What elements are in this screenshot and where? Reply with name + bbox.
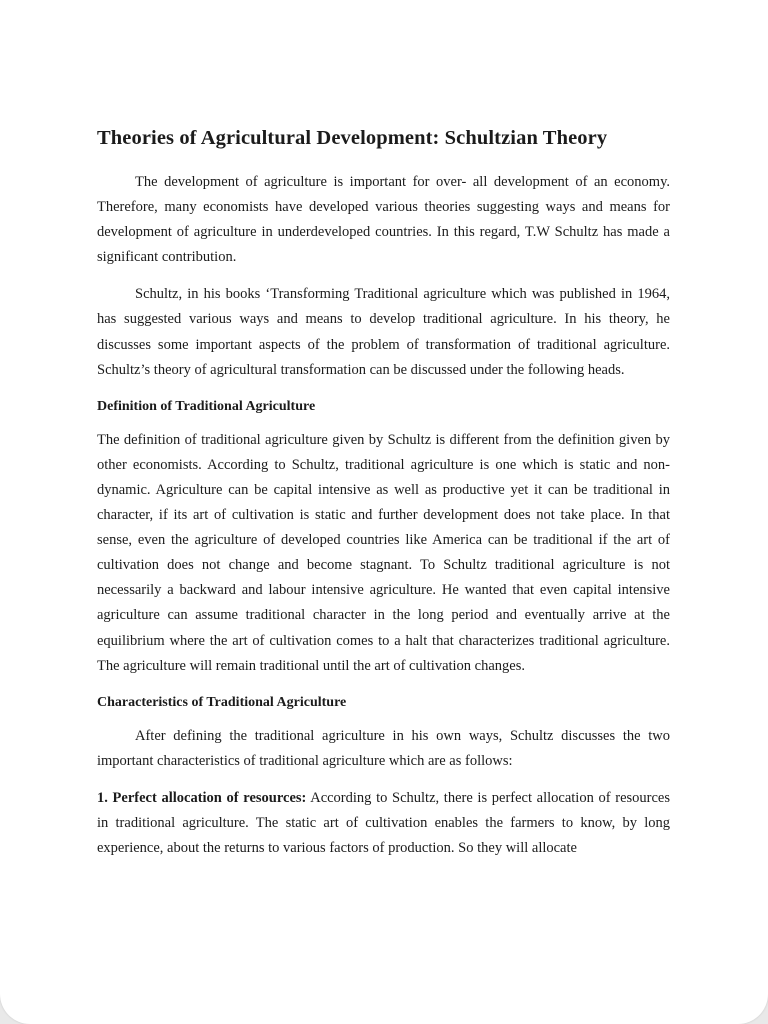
point-1-text: According to Schultz, there is perfect allocation of resources in traditional agriculture. The static art of cultivation enables the farmers to know, by long experience, about the returns to various factors of production. So they will allocate [97, 789, 670, 857]
point-perfect-allocation [97, 786, 670, 861]
intro-paragraph-2: Schultz, in his books ‘Transforming Traditional agriculture which was published in 1964, has suggested various ways and means to develop traditional agriculture. In his theory, he discusses some important aspects of the problem of transformation of traditional agriculture. Schultz’s theory of agricultural transformation can be discussed under the following heads. [97, 286, 670, 378]
characteristics-paragraph: After defining the traditional agriculture in his own ways, Schultz discusses the two important characteristics of traditional agriculture which are as follows: [97, 727, 670, 769]
point-1-lead: 1. Perfect allocation of resources: [97, 789, 307, 806]
section-heading-definition: Definition of Traditional Agriculture [97, 398, 316, 414]
definition-paragraph: The definition of traditional agriculture given by Schultz is different from the definition given by other economists. According to Schultz, traditional agriculture is one which is static and non-dynamic. Agriculture can be capital intensive as well as productive yet it can be traditional in character, if its art of cultivation is static and further development does not take place. In that sense, even the agriculture of developed countries like America can be traditional if the art of cultivation does not change and become stagnant. To Schultz traditional agriculture is not necessarily a backward and labour intensive agriculture. He wanted that even capital intensive agriculture can assume traditional character in the long period and eventually arrive at the equilibrium where the art of cultivation comes to a halt that characterizes traditional agriculture. The agriculture will remain traditional until the art of cultivation changes. [97, 431, 670, 674]
intro-paragraph-1: The development of agriculture is important for over- all development of an economy. Therefore, many economists have developed various theories suggesting ways and means for development of agriculture in underdeveloped countries. In this regard, T.W Schultz has made a significant contribution. [97, 174, 670, 266]
document-title: Theories of Agricultural Development: Schultzian Theory [97, 127, 608, 149]
section-heading-characteristics: Characteristics of Traditional Agriculture [97, 694, 347, 710]
document-body [97, 124, 670, 873]
